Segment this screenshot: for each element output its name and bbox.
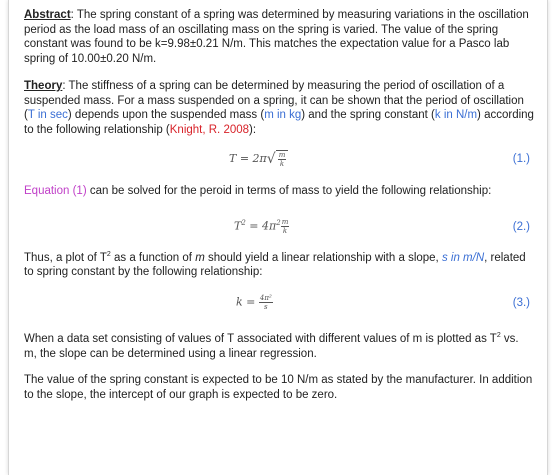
plot-text: Thus, a plot of T	[24, 251, 107, 264]
plot-exponent: 2	[106, 250, 111, 258]
equation-reference-link[interactable]: Equation (1)	[24, 185, 87, 197]
equation-3	[24, 288, 534, 318]
equation-1-paragraph	[24, 184, 534, 199]
equation-1-paragraph-text: can be solved for the peroid in terms of mass to yield the following relationship:	[86, 185, 492, 197]
equation-2-exponent: 2	[241, 218, 246, 227]
plot-text: as a function of	[110, 251, 196, 264]
theory-text: ) according to the following relationship (	[24, 109, 534, 136]
regression-paragraph	[24, 329, 534, 361]
abstract-label: Abstract	[24, 9, 71, 21]
theory-paragraph	[24, 79, 534, 137]
regression-exponent: 2	[496, 332, 501, 340]
mass-variable: m	[195, 251, 205, 264]
equation-1-lhs: T = 2π	[229, 152, 267, 165]
theory-label: Theory	[24, 80, 63, 92]
equation-2-lhs: T	[234, 219, 242, 232]
equation-3-numerator: 4π²	[259, 294, 272, 303]
theory-text: : The stiffness of a spring can be determined by measuring the period of oscillation of a suspended mass. For a mass suspended on a spring, it can be shown that the period of oscillation (	[24, 80, 524, 121]
plot-text: , related to spring constant by the following relationship:	[24, 251, 526, 278]
slope-unit: s in m/N	[441, 251, 485, 264]
expected-value-paragraph	[24, 373, 534, 402]
document-content	[24, 0, 534, 402]
equation-1-denominator: k	[279, 160, 285, 168]
theory-text: ) and the spring constant (	[301, 109, 435, 121]
equation-2-exponent: 2	[276, 218, 281, 227]
regression-text: vs. m, the slope can be determined using a linear regression.	[24, 333, 519, 360]
mass-unit: m in kg	[264, 109, 302, 121]
equation-2-middle: = 4π	[245, 219, 277, 232]
equation-2-number: (2.)	[512, 220, 530, 233]
expected-value-text: The value of the spring constant is expected to be 10 N/m as stated by the manufacturer. In addition to the slope, the intercept of our graph is expected to be zero.	[24, 374, 533, 401]
citation-link[interactable]: Knight, R. 2008	[169, 123, 250, 136]
abstract-text: : The spring constant of a spring was determined by measuring variations in the oscillation period as the load mass of an oscillating mass on the spring is varied. The value of the spring constant was found to be k=9.98±0.21 N/m. This matches the expectation value for a Pasco lab spring of 10.00±0.20 N/m.	[24, 9, 529, 65]
equation-1-numerator: m	[278, 151, 286, 159]
plot-paragraph	[24, 248, 534, 280]
equation-2-math	[234, 218, 289, 235]
equation-1-math	[229, 150, 288, 168]
theory-text: ) depends upon the suspended mass (	[67, 109, 265, 121]
equation-2-denominator: k	[282, 226, 288, 235]
sqrt-symbol: √	[266, 151, 276, 167]
plot-text: should yield a linear relationship with a slope,	[204, 251, 442, 264]
spring-constant-unit: k in N/m	[434, 109, 478, 121]
equation-3-number: (3.)	[512, 297, 530, 310]
equation-1-radicand	[276, 150, 289, 168]
equation-2	[24, 212, 534, 242]
equation-3-lhs: k =	[236, 295, 259, 309]
period-unit: T in sec	[27, 109, 68, 121]
document-page	[8, 0, 548, 475]
regression-text: When a data set consisting of values of T associated with different values of m is plotted as T	[24, 333, 497, 346]
equation-1-number: (1.)	[512, 153, 530, 165]
equation-3-math	[236, 294, 273, 311]
abstract-paragraph	[24, 8, 534, 66]
equation-2-numerator: m	[281, 217, 289, 226]
equation-1	[24, 144, 534, 174]
equation-3-denominator: s	[264, 303, 268, 312]
theory-text: ):	[249, 123, 257, 136]
